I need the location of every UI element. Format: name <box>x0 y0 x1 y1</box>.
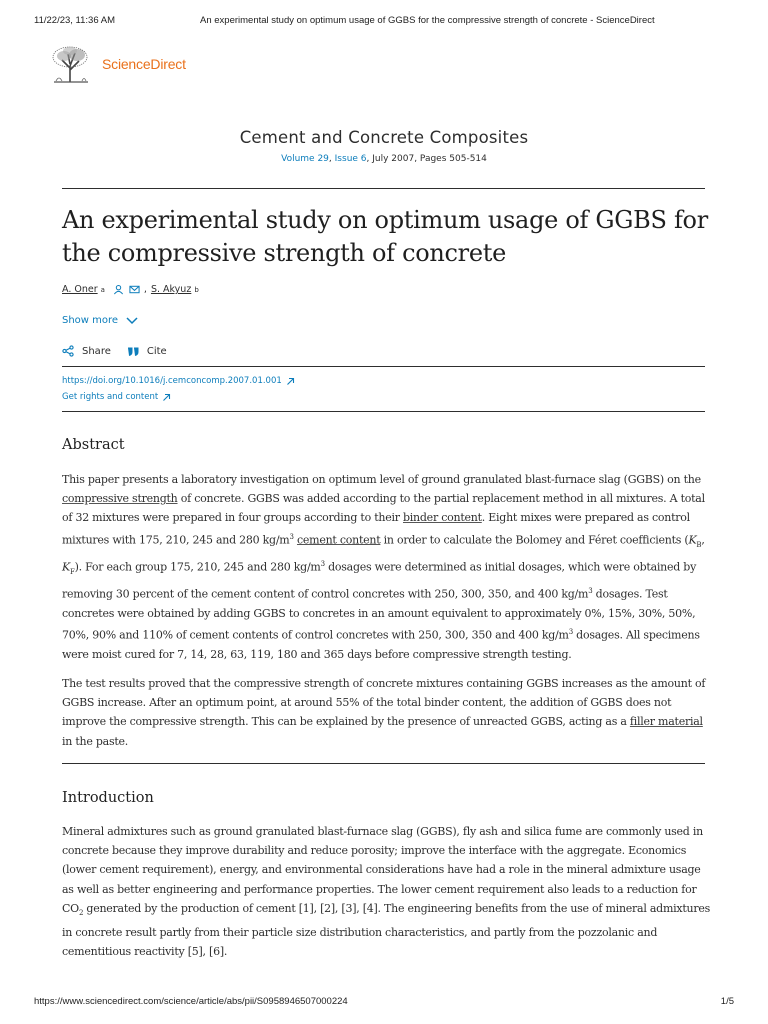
cite-button[interactable] <box>127 345 167 357</box>
quote-icon <box>127 345 139 357</box>
doi-link[interactable] <box>62 376 295 386</box>
divider <box>62 366 705 367</box>
author-link-akyuz[interactable]: S. Akyuz <box>150 284 192 295</box>
issue-info <box>0 154 768 164</box>
print-page-number: 1/5 <box>720 996 734 1007</box>
print-datetime: 11/22/23, 11:36 AM <box>34 15 115 26</box>
print-url: https://www.sciencedirect.com/science/article/abs/pii/S0958946507000224 <box>34 996 348 1007</box>
issue-date-pages: , July 2007, Pages 505-514 <box>366 154 487 164</box>
external-link-icon <box>286 377 295 386</box>
share-label: Share <box>82 345 111 357</box>
rights-link[interactable] <box>62 392 171 402</box>
author-separator: , <box>143 284 147 295</box>
author-link-oner[interactable]: A. Oner <box>62 284 98 295</box>
journal-title[interactable]: Cement and Concrete Composites <box>239 128 529 147</box>
show-more-label: Show more <box>62 315 119 326</box>
author-affiliation-mark: b <box>194 285 199 294</box>
share-button[interactable] <box>62 345 111 357</box>
cite-label: Cite <box>146 345 167 357</box>
introduction-paragraph-1: Mineral admixtures such as ground granulated blast-furnace slag (GGBS), fly ash and silica fume are commonly used in concrete because they improve durability and reduce porosity; improve the interface with the aggregate. Economics (lower cement requirement), energy, and environmental considerations have had a role in the mineral admixture usage as well as better engineering and performance properties. The lower cement requirement also leads to a reduction for $CO_2$ generated by the production of cement [1], [2], [3], [4]. The engineering benefits from the use of mineral admixtures in concrete result partly from their particle size distribution characteristics, and partly from the pozzolanic and cementitious reactivity [5], [6]. <box>62 825 711 959</box>
chevron-down-icon <box>126 317 138 325</box>
external-link-icon <box>162 393 171 402</box>
filler-material-link[interactable]: filler material <box>629 715 703 729</box>
article-title: An experimental study on optimum usage of GGBS for the compressive strength of concrete <box>62 206 708 267</box>
binder-content-link[interactable]: binder content <box>403 511 482 525</box>
divider <box>62 188 705 189</box>
brand-name: ScienceDirect <box>102 56 186 72</box>
article-toolbar <box>62 345 183 357</box>
abstract-paragraph-2: The test results proved that the compressive strength of concrete mixtures containing GGBS increases as the amount of GGBS increase. After an optimum point, at around 55% of the total binder content, the addition of GGBS does not improve the compressive strength. This can be explained by the presence of unreacted GGBS, acting as a filler material in the paste. <box>62 677 706 748</box>
divider <box>62 763 705 764</box>
rights-label: Get rights and content <box>62 392 159 402</box>
elsevier-tree-logo-icon <box>48 44 94 84</box>
email-icon[interactable] <box>129 284 140 295</box>
introduction-heading: Introduction <box>62 790 154 806</box>
compressive-strength-link[interactable]: compressive strength <box>62 492 178 506</box>
print-page-title: An experimental study on optimum usage of GGBS for the compressive strength of concrete - ScienceDirect <box>200 15 655 26</box>
cement-content-link[interactable]: cement content <box>296 533 381 547</box>
volume-link[interactable]: Volume 29 <box>281 154 329 164</box>
doi-url: https://doi.org/10.1016/j.cemconcomp.2007.01.001 <box>62 376 282 386</box>
sciencedirect-logo[interactable] <box>48 44 186 84</box>
show-more-button[interactable] <box>62 315 138 326</box>
abstract-heading: Abstract <box>62 437 125 453</box>
share-icon <box>62 345 74 357</box>
author-list <box>62 284 199 295</box>
person-icon[interactable] <box>113 284 124 295</box>
abstract-paragraph-1: This paper presents a laboratory investigation on optimum level of ground granulated blast-furnace slag (GGBS) on the compressive strength of concrete. GGBS was added according to the partial replacement method in all mixtures. A total of 32 mixtures were prepared in four groups according to their binder content. Eight mixes were prepared as control mixtures with 175, 210, 245 and 280 $kg/m^3$ cement content in order to calculate the Bolomey and Féret coefficients ($K_B$, $K_F$). For each group 175, 210, 245 and 280 $kg/m^3$ dosages were determined as initial dosages, which were obtained by removing 30 percent of the cement content of control concretes with 250, 300, 350, and 400 $kg/m^3$ dosages. Test concretes were obtained by adding GGBS to concretes in an amount equivalent to approximately 0%, 15%, 30%, 50%, 70%, 90% and 110% of cement contents of control concretes with 250, 300, 350 and 400 $kg/m^3$ dosages. All specimens were moist cured for 7, 14, 28, 63, 119, 180 and 365 days before compressive strength testing. <box>62 473 705 661</box>
author-affiliation-mark: a <box>100 285 105 294</box>
issue-separator: , <box>328 154 335 164</box>
divider <box>62 411 705 412</box>
issue-link[interactable]: Issue 6 <box>334 154 367 164</box>
